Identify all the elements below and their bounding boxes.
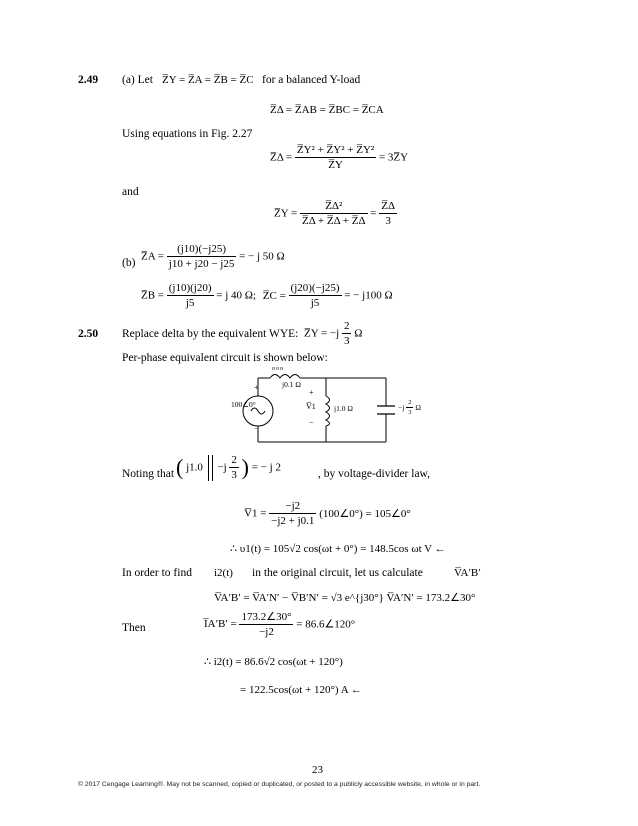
b2-numerator: (j10)(j20) xyxy=(168,282,212,294)
shunt-inductor xyxy=(326,396,330,426)
v1-label: V̅1 xyxy=(306,402,316,411)
replace-delta-text: Replace delta by the equivalent WYE: xyxy=(122,328,299,340)
wye-denominator: 3 xyxy=(343,335,350,347)
b3-numerator: (j20)(−j25) xyxy=(290,282,340,294)
v1-numerator: −j2 xyxy=(269,500,316,514)
iab-equation xyxy=(204,610,355,638)
eq2-right-numerator: Z̅Δ xyxy=(381,200,396,212)
eq1-numerator: Z̅Y² + Z̅Y² + Z̅Y² xyxy=(296,144,375,156)
b2-lhs: Z̅B = xyxy=(141,289,165,302)
eq2-right-fraction xyxy=(379,200,397,227)
eq1-denominator: Z̅Y xyxy=(328,159,343,171)
noting-denominator: 3 xyxy=(231,469,237,481)
v1-minus: − xyxy=(309,418,314,427)
b-numerator: (j10)(−j25) xyxy=(167,243,237,257)
in-order-vab: V̅A′B′ xyxy=(454,567,481,579)
noting-a: j1.0 xyxy=(186,461,203,474)
noting-numerator: 2 xyxy=(231,454,237,466)
equation-z-y xyxy=(274,200,397,227)
cap-numerator: 2 xyxy=(408,399,412,406)
source-label: 100∠0° xyxy=(231,400,256,409)
v1-lhs: V̅1 = xyxy=(244,507,267,520)
per-phase-text: Per-phase equivalent circuit is shown below: xyxy=(122,352,328,364)
equation-z-b-z-c xyxy=(141,282,393,309)
part-a-equation: Z̅Y = Z̅A = Z̅B = Z̅C xyxy=(162,74,254,86)
wye-fraction xyxy=(342,320,352,347)
eq2-fraction xyxy=(300,200,368,227)
eq2-denominator: Z̅Δ + Z̅Δ + Z̅Δ xyxy=(301,215,366,227)
noting-tail: , by voltage-divider law, xyxy=(318,468,430,480)
equation-z-delta xyxy=(270,144,408,171)
part-a-tail: for a balanced Y-load xyxy=(262,74,361,86)
v1-equation xyxy=(244,500,411,527)
series-inductor-label: j0.1 Ω xyxy=(282,380,301,389)
problem-number-2-49: 2.49 xyxy=(78,74,99,86)
part-b-label: (b) xyxy=(122,257,136,269)
right-paren: ) xyxy=(241,454,249,480)
and-text: and xyxy=(122,186,139,198)
noting-rhs: = − j 2 xyxy=(251,461,281,474)
source-minus: − xyxy=(254,424,259,433)
b2-rhs: = j 40 Ω; xyxy=(216,289,257,302)
b3-rhs: = − j100 Ω xyxy=(344,289,393,302)
i2-equation: ∴ i2(t) = 86.6√2 cos(ωt + 120°) xyxy=(204,656,343,668)
wye-numerator: 2 xyxy=(343,320,350,332)
v1-fraction xyxy=(269,500,316,527)
eq1-lhs: Z̅Δ = xyxy=(270,151,293,164)
wye-unit: Ω xyxy=(354,327,363,340)
eq1-rhs: = 3Z̅Y xyxy=(378,151,409,164)
b2-fraction xyxy=(167,282,214,309)
in-order-text-c: in the original circuit, let us calculate xyxy=(252,567,423,579)
b-fraction xyxy=(167,243,237,270)
b2-denominator: j5 xyxy=(185,297,195,309)
source-plus: + xyxy=(254,383,259,392)
cap-unit: Ω xyxy=(415,403,421,412)
copyright-notice: © 2017 Cengage Learning®. May not be scanned, copied or duplicated, or posted to a publicly accessible website, in whole or in part. xyxy=(78,781,481,788)
coil-marks: ooo xyxy=(272,366,284,372)
b-denominator: j10 + j20 − j25 xyxy=(168,258,235,270)
vab-equation: V̅A′B′ = V̅A′N′ − V̅B′N′ = √3 e^{j30°} V̅A′N′ = 173.2∠30° xyxy=(214,592,476,604)
eq1-fraction xyxy=(295,144,376,171)
part-a-intro: (a) Let xyxy=(122,74,153,86)
wye-equation xyxy=(304,320,362,347)
cap-label-j: −j xyxy=(398,403,405,412)
left-paren: ( xyxy=(176,454,184,480)
eq2-lhs: Z̅Y = xyxy=(274,207,298,220)
iab-rhs: = 86.6∠120° xyxy=(296,618,356,631)
noting-equation xyxy=(176,454,281,481)
v1-time-equation: ∴ υ1(t) = 105√2 cos(ωt + 0°) = 148.5cos ωt V ← xyxy=(230,543,446,555)
noting-text: Noting that xyxy=(122,468,175,480)
capacitor-label xyxy=(398,399,421,416)
v1-denominator: −j2 + j0.1 xyxy=(271,515,315,527)
b3-fraction xyxy=(289,282,342,309)
wye-lhs: Z̅Y = −j xyxy=(304,327,340,340)
b3-lhs: Z̅C = xyxy=(262,289,286,302)
cap-fraction xyxy=(406,399,413,416)
page-number: 23 xyxy=(312,764,323,776)
eq2-numerator: Z̅Δ² xyxy=(300,200,368,214)
i2-result: = 122.5cos(ωt + 120°) A ← xyxy=(240,684,362,696)
then-text: Then xyxy=(122,622,146,634)
equation-z-a xyxy=(141,243,285,270)
b3-denominator: j5 xyxy=(310,297,320,309)
parallel-icon xyxy=(208,455,213,481)
cap-denominator: 3 xyxy=(408,409,412,416)
shunt-inductor-label: j1.0 Ω xyxy=(334,404,353,413)
iab-lhs: I̅A′B′ = xyxy=(204,618,237,630)
problem-number-2-50: 2.50 xyxy=(78,328,99,340)
iab-denominator: −j2 xyxy=(259,626,274,638)
v1-rhs: (100∠0°) = 105∠0° xyxy=(319,508,411,520)
b-rhs: = − j 50 Ω xyxy=(239,250,285,263)
b-lhs: Z̅A = xyxy=(141,250,165,263)
v1-plus: + xyxy=(309,388,314,397)
series-inductor xyxy=(270,375,300,379)
iab-fraction xyxy=(239,610,293,638)
in-order-text-a: In order to find xyxy=(122,567,192,579)
noting-fraction xyxy=(229,454,239,481)
iab-numerator: 173.2∠30° xyxy=(241,611,292,623)
delta-equality: Z̅Δ = Z̅AB = Z̅BC = Z̅CA xyxy=(270,104,384,116)
in-order-i2: i2(t) xyxy=(214,567,233,579)
eq2-equals: = xyxy=(370,207,377,220)
using-equations-text: Using equations in Fig. 2.27 xyxy=(122,128,253,140)
eq2-right-denominator: 3 xyxy=(385,215,391,227)
noting-b: −j xyxy=(217,461,227,474)
